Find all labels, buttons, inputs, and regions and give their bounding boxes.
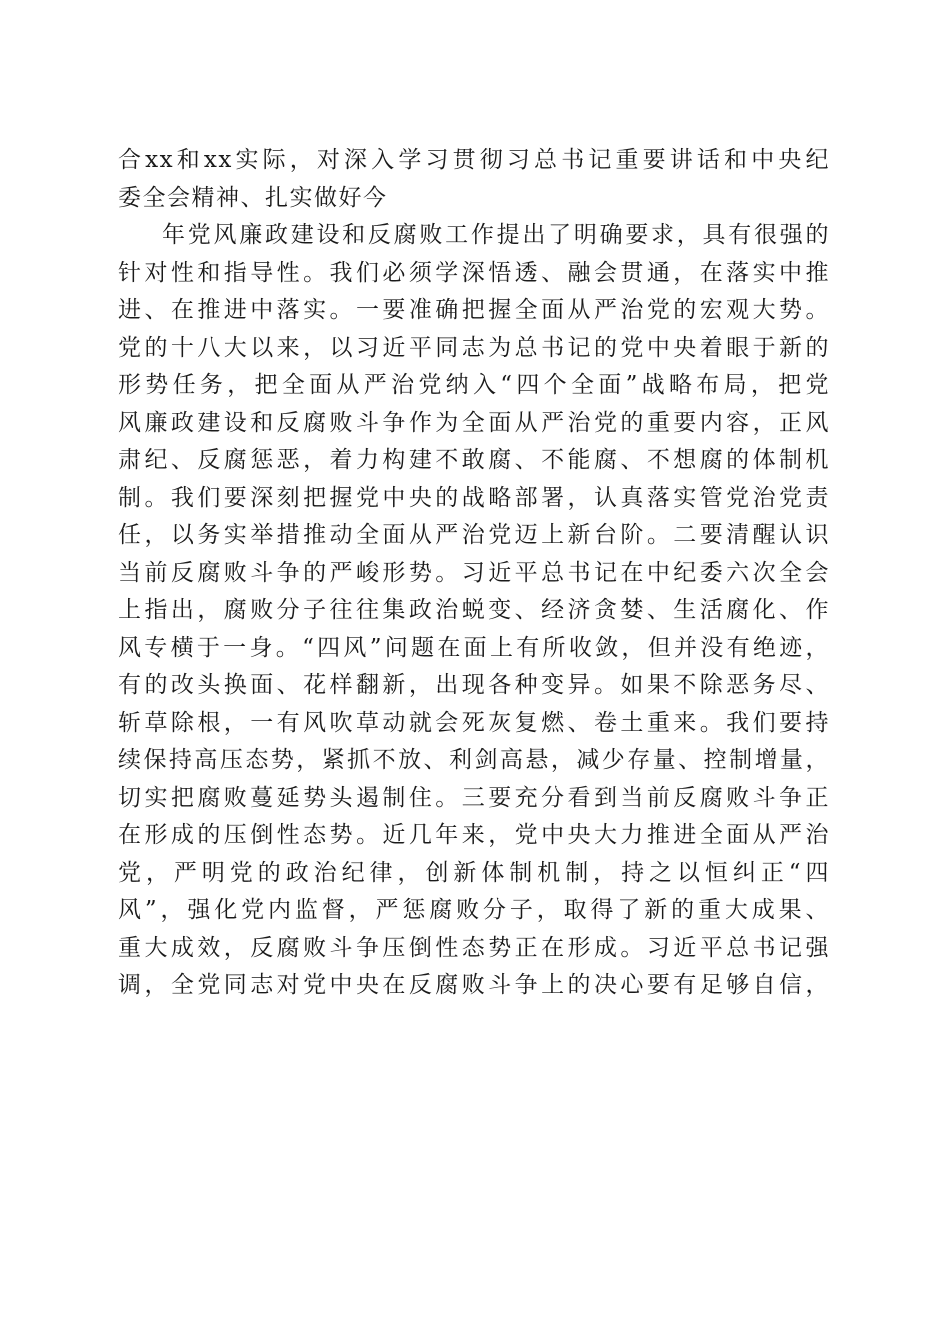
text-line: 党，严明党的政治纪律，创新体制机制，持之以恒纠正“四 xyxy=(118,859,830,886)
text-line: 风”，强化党内监督，严惩腐败分子，取得了新的重大成果、 xyxy=(118,897,830,923)
paragraph-first-line: 年党风廉政建设和反腐败工作提出了明确要求，具有很强的 xyxy=(162,222,830,248)
text-line: 针对性和指导性。我们必须学深悟透、融会贯通，在落实中推 xyxy=(118,259,830,286)
body-text xyxy=(118,142,830,1005)
text-line: 委全会精神、扎实做好今 xyxy=(118,184,388,211)
text-line: 合xx和xx实际，对深入学习贯彻习总书记重要讲话和中央纪 xyxy=(118,147,830,173)
text-line: 任，以务实举措推动全面从严治党迈上新台阶。二要清醒认识 xyxy=(118,522,830,548)
text-line: 形势任务，把全面从严治党纳入“四个全面”战略布局，把党 xyxy=(118,372,830,398)
text-line: 进、在推进中落实。一要准确把握全面从严治党的宏观大势。 xyxy=(118,297,830,323)
text-line: 制。我们要深刻把握党中央的战略部署，认真落实管党治党责 xyxy=(118,484,830,511)
text-line: 党的十八大以来，以习近平同志为总书记的党中央着眼于新的 xyxy=(118,334,830,361)
text-line: 风专横于一身。“四风”问题在面上有所收敛，但并没有绝迹， xyxy=(118,634,830,661)
text-line: 续保持高压态势，紧抓不放、利剑高悬，减少存量、控制增量， xyxy=(118,747,830,773)
text-line: 肃纪、反腐惩恶，着力构建不敢腐、不能腐、不想腐的体制机 xyxy=(118,447,830,473)
text-line: 斩草除根，一有风吹草动就会死灰复燃、卷土重来。我们要持 xyxy=(118,709,830,736)
text-line: 调，全党同志对党中央在反腐败斗争上的决心要有足够自信， xyxy=(118,972,830,998)
text-line: 当前反腐败斗争的严峻形势。习近平总书记在中纪委六次全会 xyxy=(118,559,830,586)
text-line: 在形成的压倒性态势。近几年来，党中央大力推进全面从严治 xyxy=(118,822,830,848)
text-line: 上指出，腐败分子往往集政治蜕变、经济贪婪、生活腐化、作 xyxy=(118,597,830,623)
text-line: 有的改头换面、花样翻新，出现各种变异。如果不除恶务尽、 xyxy=(118,672,830,698)
text-line: 切实把腐败蔓延势头遏制住。三要充分看到当前反腐败斗争正 xyxy=(118,784,830,811)
text-line: 重大成效，反腐败斗争压倒性态势正在形成。习近平总书记强 xyxy=(118,934,830,961)
text-line: 风廉政建设和反腐败斗争作为全面从严治党的重要内容，正风 xyxy=(118,409,830,436)
